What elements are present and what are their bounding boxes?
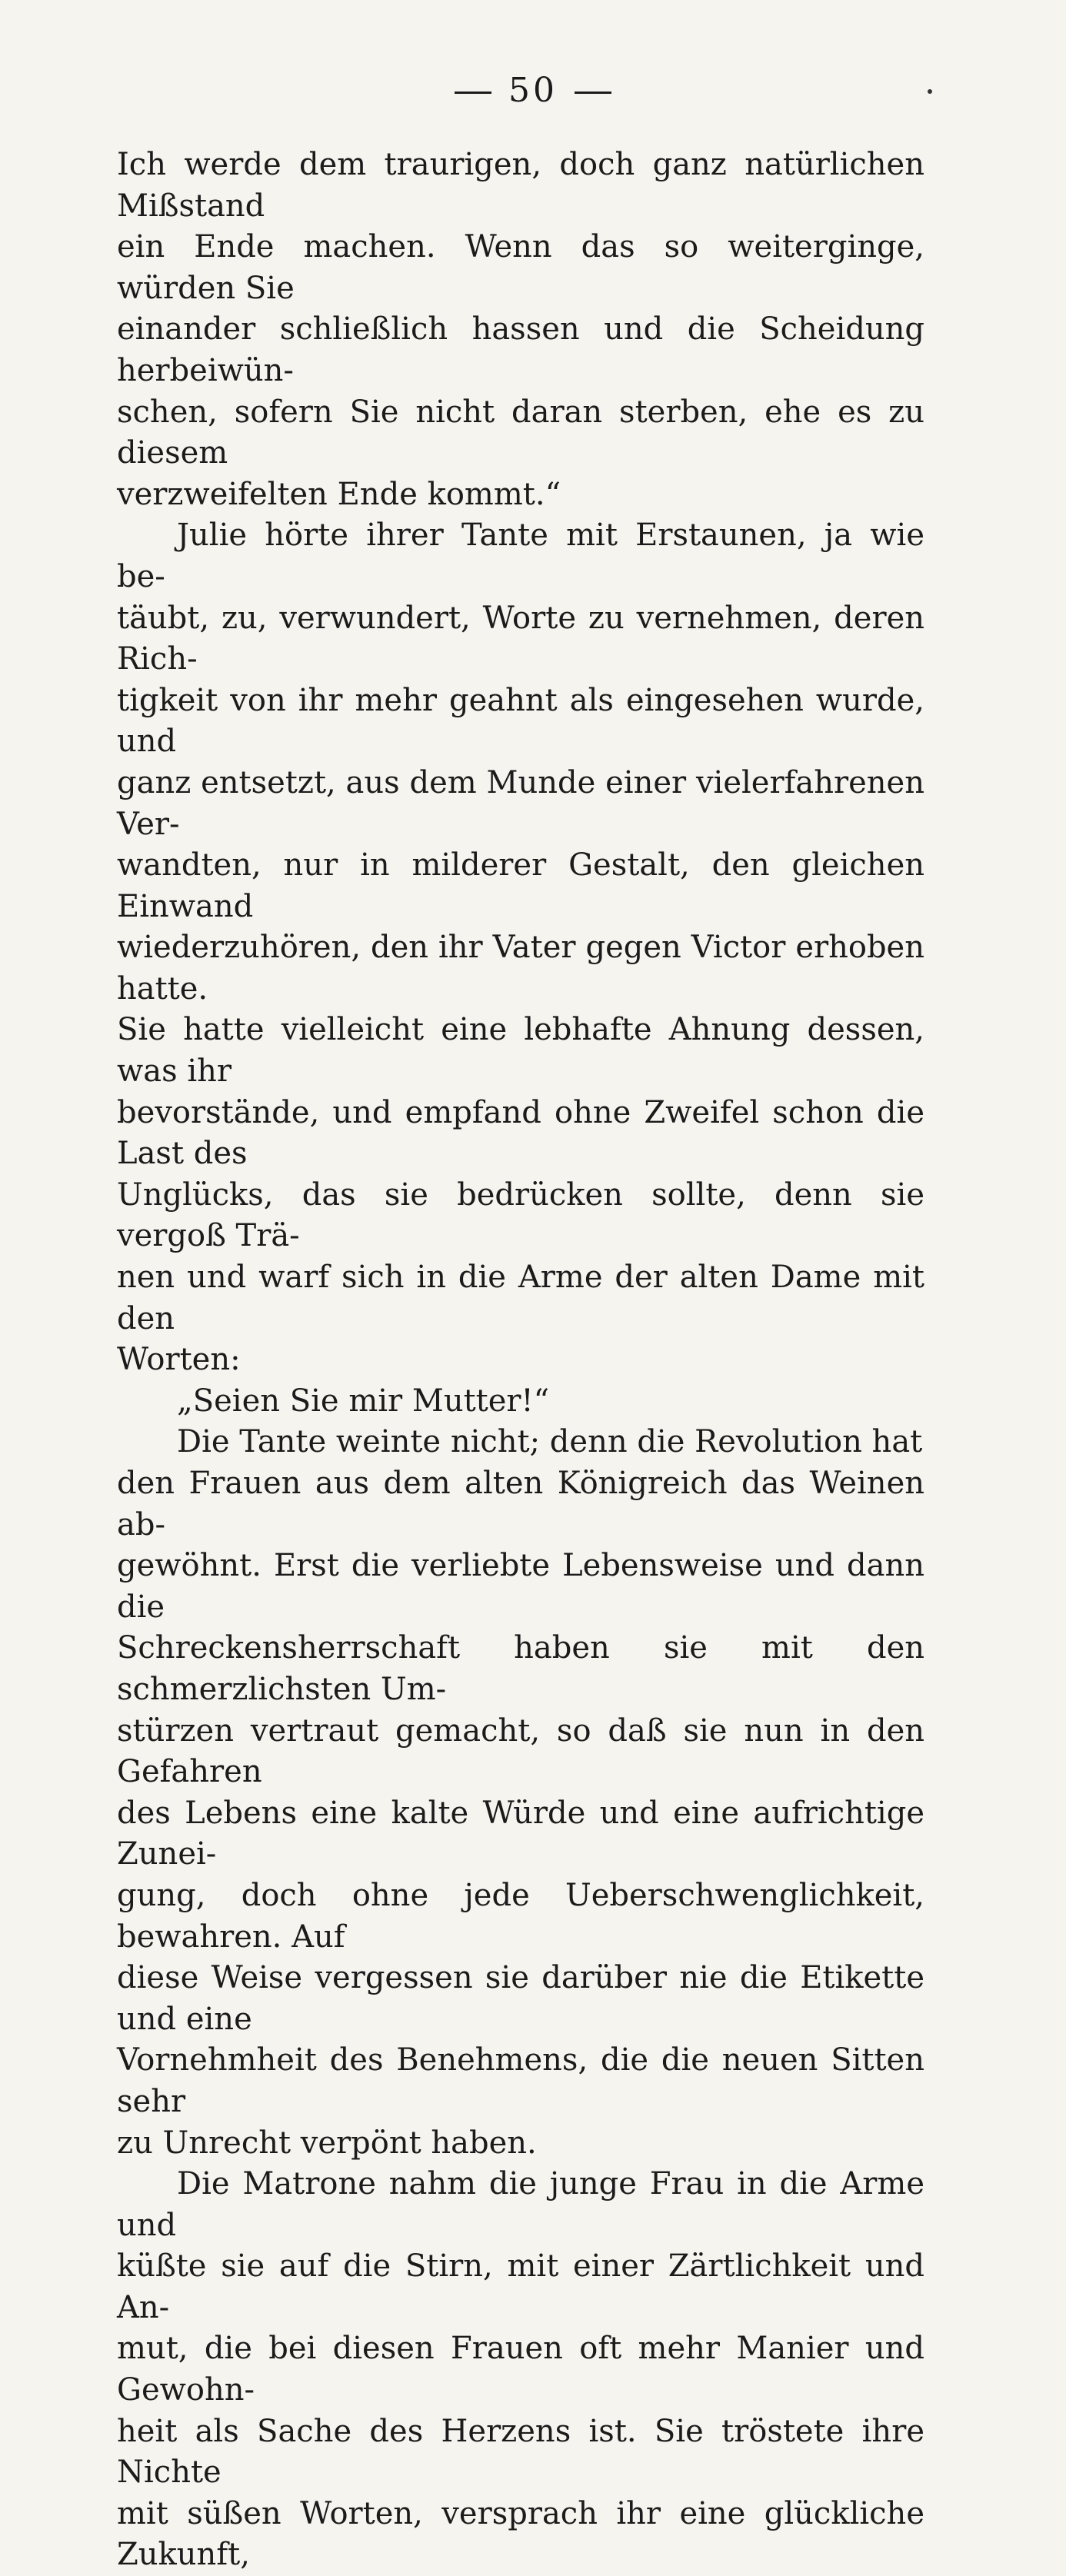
- text-line: „Seien Sie mir Mutter!“: [177, 1383, 550, 1419]
- text-line: wiederzuhören, den ihr Vater gegen Victor erhoben hatte.: [117, 930, 924, 1007]
- text-line: des Lebens eine kalte Würde und eine aufrichtige Zunei-: [117, 1795, 924, 1872]
- text-line: Julie hörte ihrer Tante mit Erstaunen, ja wie be-: [117, 518, 924, 594]
- text-line: ganz entsetzt, aus dem Munde einer vielerfahrenen Ver-: [117, 764, 924, 842]
- text-line: gewöhnt. Erst die verliebte Lebensweise und dann die: [117, 1548, 924, 1625]
- text-line: täubt, zu, verwundert, Worte zu vernehmen, deren Rich-: [117, 600, 924, 677]
- text-line: Sie hatte vielleicht eine lebhafte Ahnung dessen, was ihr: [117, 1012, 924, 1090]
- text-line: mit süßen Worten, versprach ihr eine glückliche Zukunft,: [117, 2495, 924, 2573]
- page-header: [0, 71, 1066, 110]
- ink-speck: [928, 89, 932, 94]
- text-line: zu Unrecht verpönt haben.: [117, 2125, 537, 2161]
- text-line: tigkeit von ihr mehr geahnt als eingesehen wurde, und: [117, 682, 924, 760]
- text-line: Unglücks, das sie bedrücken sollte, denn sie vergoß Trä-: [117, 1177, 924, 1254]
- text-line: ein Ende machen. Wenn das so weiterginge, würden Sie: [117, 229, 924, 306]
- text-line: küßte sie auf die Stirn, mit einer Zärtlichkeit und An-: [117, 2248, 924, 2325]
- text-line: nen und warf sich in die Arme der alten Dame mit den: [117, 1260, 924, 1336]
- text-line: verzweifelten Ende kommt.“: [117, 476, 561, 512]
- text-line: Die Matrone nahm die junge Frau in die Arme und: [117, 2166, 924, 2243]
- text-line: diese Weise vergessen sie darüber nie die Etikette und eine: [117, 1960, 924, 2037]
- page-number: 50: [508, 71, 558, 110]
- text-line: Ich werde dem traurigen, doch ganz natürlichen Mißstand: [117, 147, 924, 224]
- header-dash-left: [455, 92, 491, 94]
- text-line: heit als Sache des Herzens ist. Sie tröstete ihre Nichte: [117, 2413, 924, 2491]
- text-line: mut, die bei diesen Frauen oft mehr Manier und Gewohn-: [117, 2331, 924, 2408]
- text-line: Schreckensherrschaft haben sie mit den schmerzlichsten Um-: [117, 1630, 924, 1707]
- header-dash-right: [575, 92, 611, 94]
- text-line: schen, sofern Sie nicht daran sterben, ehe es zu diesem: [117, 394, 924, 471]
- text-line: bevorstände, und empfand ohne Zweifel schon die Last des: [117, 1094, 924, 1172]
- text-line: wandten, nur in milderer Gestalt, den gleichen Einwand: [117, 847, 924, 924]
- text-line: stürzen vertraut gemacht, so daß sie nun in den Gefahren: [117, 1712, 924, 1790]
- text-line: Vornehmheit des Benehmens, die die neuen Sitten sehr: [117, 2042, 924, 2119]
- body-text: [117, 145, 924, 2576]
- text-line: den Frauen aus dem alten Königreich das Weinen ab-: [117, 1466, 924, 1543]
- text-line: gung, doch ohne jede Ueberschwenglichkeit, bewahren. Auf: [117, 1877, 924, 1955]
- text-line: einander schließlich hassen und die Scheidung herbeiwün-: [117, 311, 924, 388]
- text-line: Worten:: [117, 1342, 241, 1378]
- text-line: Die Tante weinte nicht; denn die Revolution hat: [177, 1424, 923, 1460]
